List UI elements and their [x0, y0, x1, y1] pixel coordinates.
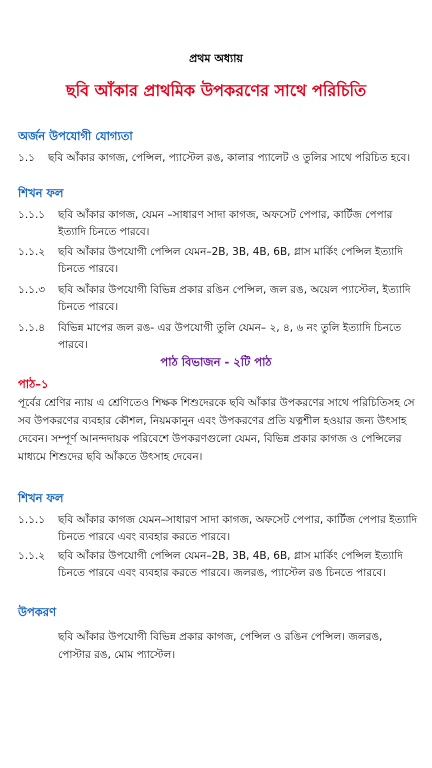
item-text: ছবি আঁকার কাগজ যেমন–সাধারণ সাদা কাগজ, অফসেট পেপার, কার্টিজ পেপার ইত্যাদি চিনতে পারবে এবং ব্যবহার করতে পারবে। [58, 514, 418, 543]
item-text: ছবি আঁকার কাগজ, পেন্সিল, প্যাস্টেল রঙ, কালার প্যালেট ও তুলির সাথে পরিচিত হবে। [48, 152, 411, 164]
item-text: ছবি আঁকার কাগজ, যেমন –সাধারণ সাদা কাগজ, অফসেট পেপার, কার্টিজ পেপার ইত্যাদি চিনতে পারবে। [58, 209, 393, 238]
item-text: ছবি আঁকার উপযোগী পেন্সিল যেমন–2B, 3B, 4B, 6B, গ্লাস মার্কিং পেন্সিল ইত্যাদি চিনতে পারবে এবং ব্যবহার করতে পারবে। জলরঙ, প্যাস্টেল রঙ চিনতে পারবে। [58, 550, 403, 579]
learning-outcome-item [18, 207, 418, 241]
item-number: ১.১.৩ [18, 284, 46, 296]
item-number: ১.১ [18, 152, 35, 164]
item-number: ১.১.২ [18, 246, 46, 258]
learning-outcome-item [18, 244, 418, 278]
item-number: ১.১.২ [18, 550, 46, 562]
learning-outcome-item [18, 512, 418, 546]
learning-outcome-item [18, 320, 418, 354]
learning-outcome-heading: শিখন ফল [18, 186, 64, 200]
page-title: ছবি আঁকার প্রাথমিক উপকরণের সাথে পরিচিতি [65, 81, 367, 100]
item-text: ছবি আঁকার উপযোগী পেন্সিল যেমন–2B, 3B, 4B, 6B, গ্লাস মার্কিং পেন্সিল ইত্যাদি চিনতে পারবে। [58, 246, 403, 275]
learning-outcome-item [18, 282, 418, 316]
learning-outcome-item [18, 548, 418, 582]
materials-heading: উপকরণ [18, 605, 57, 619]
achievement-heading: অর্জন উপযোগী যোগ্যতা [18, 129, 133, 143]
materials-text: ছবি আঁকার উপযোগী বিভিন্ন প্রকার কাগজ, পেন্সিল ও রঙিন পেন্সিল। জলরঙ, পোস্টার রঙ, মোম প্যাস্টেল। [58, 631, 383, 661]
achievement-item [18, 150, 418, 167]
item-text: বিভিন্ন মাপের জল রঙ- এর উপযোগী তুলি যেমন– ২, ৪, ৬ নং তুলি ইত্যাদি চিনতে পারবে। [58, 322, 402, 351]
lesson-1-heading: পাঠ–১ [18, 377, 49, 391]
item-number: ১.১.১ [18, 514, 46, 526]
item-number: ১.১.১ [18, 209, 46, 221]
learning-outcome-heading-2: শিখন ফল [18, 491, 64, 505]
chapter-label: প্রথম অধ্যায় [189, 52, 243, 65]
lesson-1-paragraph: পূর্বের শ্রেণির ন্যায় এ শ্রেণিতেও শিক্ষক শিশুদেরকে ছবি আঁকার উপকরণের সাথে পরিচিতিসহ সে সব উপকরণের ব্যবহার কৌশল, নিয়মকানুন এবং উপকরণের প্রতি যত্নশীল হওয়ার জন্য উৎসাহ দেবেন। সম্পূর্ণ আনন্দদায়ক পরিবেশে উপকরণগুলো যেমন, বিভিন্ন প্রকার কাগজ ও পেন্সিলের মাধ্যমে শিশুদের ছবি আঁকতে উৎসাহ দেবেন। [18, 397, 415, 463]
lesson-division-label: পাঠ বিভাজন - ২টি পাঠ [160, 355, 272, 369]
item-text: ছবি আঁকার উপযোগী বিভিন্ন প্রকার রঙিন পেন্সিল, জল রঙ, অয়েল প্যাস্টেল, ইত্যাদি চিনতে পারবে। [58, 284, 411, 313]
item-number: ১.১.৪ [18, 322, 46, 334]
